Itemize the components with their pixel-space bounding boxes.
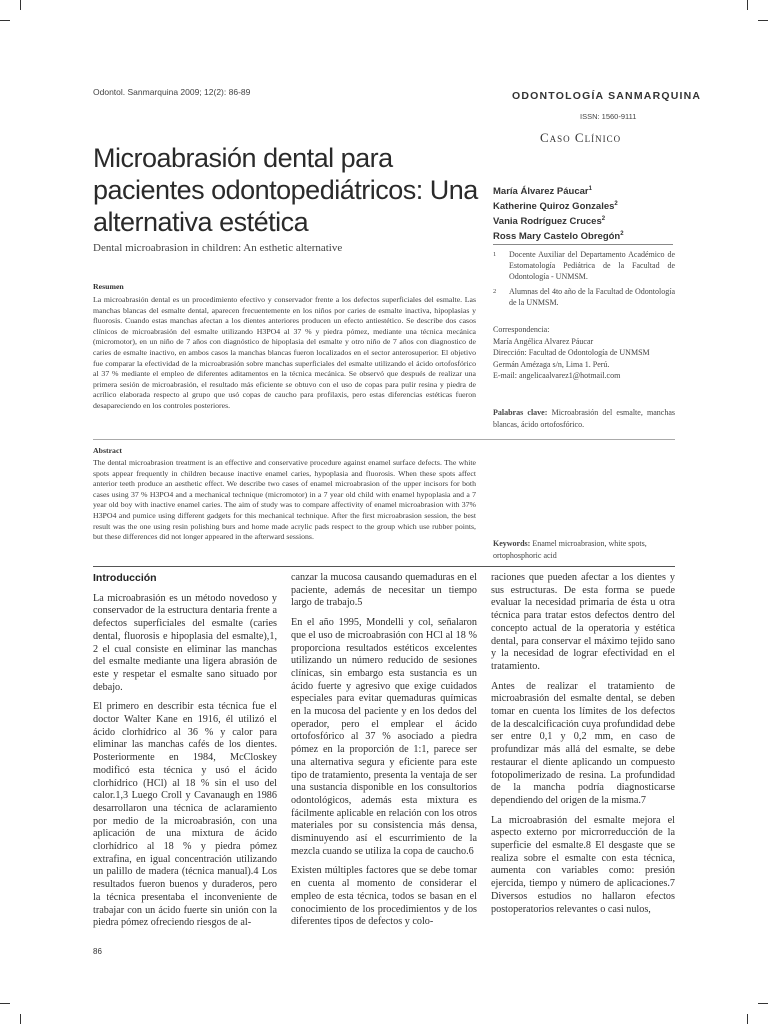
paragraph: La microabrasión del esmalte mejora el aspecto externo por microrreducción de la superficie del esmalte.8 El desgaste que se realiza sobre el esmalte con esta técnica, aumenta con variables como: presión ejercida, tiempo y número de aplicaciones.7 Diversos estudios no hallaron efectos postoperatorios relevantes o casi nulos, <box>491 814 675 915</box>
crop-mark <box>747 0 748 10</box>
body-column-1 <box>93 572 277 937</box>
abstract-text: The dental microabrasion treatment is an effective and conservative procedure against enamel surface defects. The white spots appear frequently in children because inactive enamel caries, hypoplasia and fluorosis. When these spots affect anterior teeth produce an aesthetic effect. We describe two cases of enamel microabrasion of the upper incisors for both cases using 37 % H3PO4 and a mechanical technique (micromotor) in a 7 year old child with enamel hypoplasia and a 7 year old boy with inactive enamel caries. The aim of study was to compare affectivity of enamel microabrasion with 37% H3PO4 and pumice using different gadgets for this mechanical technique. After the first microabrasion session, the best result was the one using resin polishing burs and home made acrylic pads respect to the group which use rubber points, but these differences did not longer appeared in the afterward sessions. <box>93 458 476 542</box>
paragraph: raciones que pueden afectar a los dientes y sus estructuras. De esta forma se puede evaluar la necesidad primaria de ésta u otra técnica para tratar estos defectos dentro del concepto actual de la operatoria y estética dental, para conservar el máximo tejido sano y la necesidad de lograr efectividad en el tratamiento. <box>491 572 675 672</box>
title-line: Microabrasión dental para <box>93 143 393 173</box>
paragraph: La microabrasión es un método novedoso y conservador de la estructura dentaria frente a defectos superficiales del esmalte (caries dental, fluorosis e hipoplasia del esmalte),1, 2 el cual consiste en eliminar las manchas del esmalte mediante una ligera abrasión de este y respetar el esmalte sano situado por debajo. <box>93 592 277 693</box>
palabras-text: Microabrasión del esmalte, manchas blancas, ácido ortofosfórico. <box>493 408 675 429</box>
article-subtitle: Dental microabrasion in children: An esthetic alternative <box>93 242 343 254</box>
body-divider <box>93 566 675 567</box>
affiliation: 1 Docente Auxiliar del Departamento Académico de Estomatología Pediátrica de la Facultad de Odontología - UNMSM. <box>493 250 675 281</box>
keywords <box>493 538 675 561</box>
journal-brand: ODONTOLOGÍA SANMARQUINA <box>512 90 702 102</box>
correspondence-line: María Angélica Alvarez Páucar <box>493 336 594 346</box>
palabras-clave <box>493 407 675 430</box>
title-line: pacientes odontopediátricos: Una <box>93 175 478 205</box>
correspondence-line: Germán Amézaga s/n, Lima 1. Perú. <box>493 359 610 369</box>
affiliations <box>493 249 675 308</box>
correspondence <box>493 324 683 382</box>
correspondence-line: Dirección: Facultad de Odontología de UNMSM <box>493 348 650 357</box>
paragraph: canzar la mucosa causando quemaduras en el paciente, además de necesitar un tiempo largo de trabajo.5 <box>291 572 477 609</box>
author-name: Vania Rodríguez Cruces$^2$ <box>493 215 606 227</box>
resumen-text: La microabrasión dental es un procedimiento efectivo y conservador frente a los defectos superficiales del esmalte. Las manchas blancas del esmalte dental, aparecen frecuentemente en los niños por caries de esmalte inactiva, hipoplasias y fluorosis. Cuando estas manchas afectan a los dientes anteriores producen un efecto antiestético. Se describe dos casos clínicos de microabrasión del esmalte utilizando H3PO4 al 37 % y piedra pómez, mediante una técnica mecánica (micromotor), en un niño de 7 años con diagnóstico de hipoplasia del esmalte y otro niño de 7 años con diagnostico de caries de esmalte inactivo, en ambos casos la manchas blancas fueron localizados en el sector anterosuperior. El objetivo fue comparar la efectividad de la microabrasión sobre manchas superficiales del esmalte utilizando el ácido ortofosfórico al 37 % mediante el empleo de diferentes aditamentos en la técnica mecánica. Se observó que después de realizar una primera sesión de microabrasión, el resultado más eficiente se obtuvo con el uso de copas para pulir resina y piedra de acrílico elaborada respecto al grupo que usó copas de caucho para profilaxis, pero estas diferencias estéticas fueron desapareciendo en los controles posteriores. <box>93 295 476 410</box>
keywords-label: Keywords: <box>493 539 531 548</box>
keywords-text: Enamel microabrasion, white spots, ortophosphoric acid <box>493 539 647 560</box>
title-line: alternativa estética <box>93 207 309 237</box>
crop-mark <box>747 1014 748 1024</box>
palabras-label: Palabras clave: <box>493 408 548 417</box>
paragraph: El primero en describir esta técnica fue el doctor Walter Kane en 1916, él utilizó el ácido clorhídrico al 36 % y calor para eliminar las manchas cafés de los dientes. Posteriormente en 1984, McCloskey modificó esta técnica y usó el ácido clorhídrico (HCl) al 18 % sin el uso del calor.1,3 Luego Croll y Cavanaugh en 1986 desarrollaron una técnica de aclaramiento por medio de la microabrasión, con una aplicación de una mixtura de ácido clorhídrico al 18 % y piedra pómez extrafina, en igual concentración utilizando un palillo de madera (técnica manual).4 Los resultados fueron buenos y duraderos, pero la técnica presentaba el inconveniente de trabajar con un ácido fuerte sin unión con la piedra pómez ofreciendo riesgos de al- <box>93 701 277 929</box>
crop-mark <box>20 0 21 10</box>
resumen-heading: Resumen <box>93 282 124 291</box>
author-name: Katherine Quiroz Gonzales$^2$ <box>493 200 618 212</box>
paragraph: En el año 1995, Mondelli y col, señalaron que el uso de microabrasión con HCl al 18 % proporciona resultados estéticos excelentes utilizando un número reducido de sesiones clínicas, sin embargo esta sustancia es un ácido fuerte y agresivo que exige cuidados especiales para evitar quemaduras químicas en la mucosa del paciente y en los dedos del operador, pero el emplear el ácido ortofosfórico al 37 % asociado a piedra pómez en la proporción de 1:1, parece ser una alternativa segura y eficiente para este tipo de tratamiento, presenta la ventaja de ser una sustancia disponible en los consultorios odontológicos, además esta mixtura es fácilmente aplicable en relación con los otros materiales por su consistencia más densa, disminuyendo así el escurrimiento de la mezcla cuando se utiliza la copa de caucho.6 <box>291 617 477 857</box>
article-title <box>93 142 493 238</box>
paragraph: Antes de realizar el tratamiento de microabrasión del esmalte dental, se deben tomar en cuenta los límites de los defectos de la descalcificación cuya profundidad debe ser entre 0,1 y 0,2 mm, en caso de profundizar más allá del esmalte, se debe restaurar el diente aplicando un compuesto fotopolimerizado de resina. La profundidad de la mancha podría diagnosticarse dependiendo del origen de la misma.7 <box>491 680 675 806</box>
page-number: 86 <box>93 947 102 956</box>
crop-mark <box>20 1014 21 1024</box>
author-divider <box>493 244 673 245</box>
citation: Odontol. Sanmarquina 2009; 12(2): 86-89 <box>93 87 251 97</box>
body-column-2 <box>291 572 477 936</box>
correspondence-email: E-mail: angelicaalvarez1@hotmail.com <box>493 371 621 380</box>
crop-mark <box>758 20 768 21</box>
paragraph: Existen múltiples factores que se debe tomar en cuenta al momento de considerar el empleo de esta técnica, todos se basan en el conocimiento de los procedimientos y de los diferentes tipos de defectos y colo- <box>291 865 477 928</box>
abstract-divider <box>93 439 675 440</box>
correspondence-label: Correspondencia: <box>493 325 550 334</box>
issn: ISSN: 1560-9111 <box>580 112 637 121</box>
abstract-heading: Abstract <box>93 446 123 455</box>
crop-mark <box>0 1003 10 1004</box>
resumen-block <box>93 282 476 412</box>
intro-heading: Introducción <box>93 572 157 584</box>
body-column-3 <box>491 572 675 923</box>
crop-mark <box>758 1003 768 1004</box>
abstract-block <box>93 446 476 543</box>
author-list <box>493 184 693 244</box>
crop-mark <box>0 20 10 21</box>
author-name: Ross Mary Castelo Obregón$^2$ <box>493 230 624 242</box>
author-name: María Álvarez Páucar$^1$ <box>493 185 592 197</box>
section-label: Caso Clínico <box>540 130 622 145</box>
affiliation: 2 Alumnas del 4to año de la Facultad de Odontología de la UNMSM. <box>493 287 675 307</box>
